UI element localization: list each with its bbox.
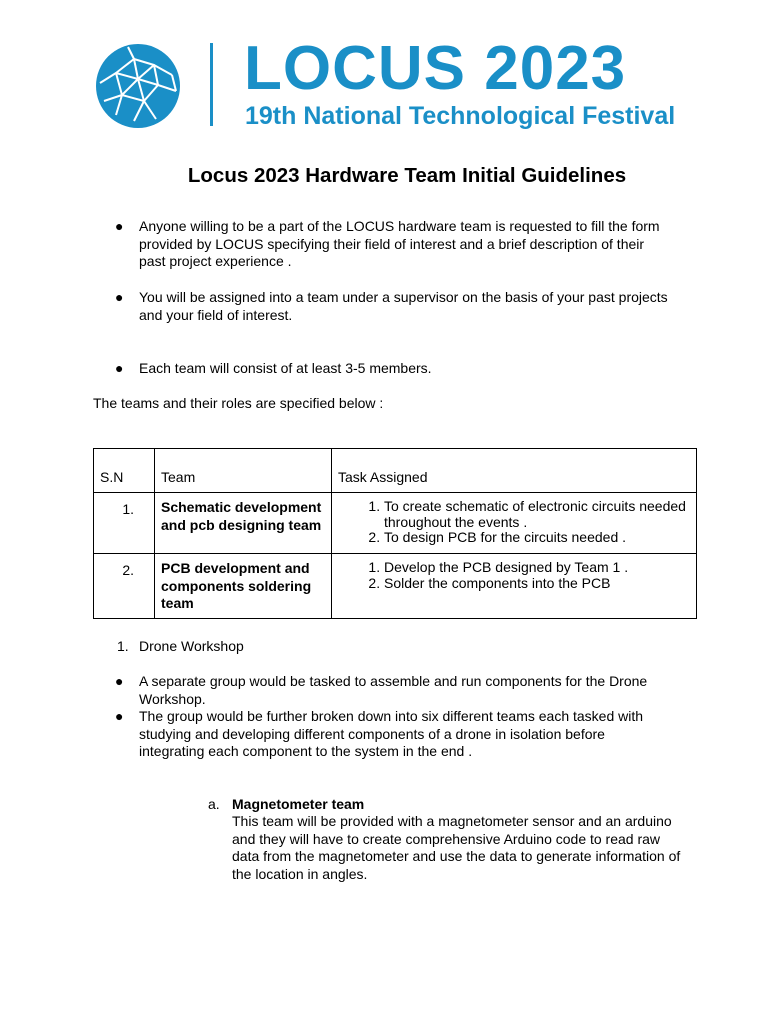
table-cell-sn: 2. [94, 554, 155, 619]
list-item: The group would be further broken down into six different teams each tasked with studying and developing different components of a drone in isolation before integrating each component to the system in the end . [139, 708, 644, 759]
table-header-cell: Team [155, 449, 332, 493]
document-title: Locus 2023 Hardware Team Initial Guidelines [187, 164, 627, 187]
section-title: Drone Workshop [139, 638, 244, 654]
bullet-dot-icon: ● [115, 708, 124, 724]
table-header-cell: Task Assigned [332, 449, 697, 493]
list-item: You will be assigned into a team under a supervisor on the basis of your past projects and your field of interest. [139, 289, 668, 323]
subteam-description: This team will be provided with a magnetometer sensor and an arduino and they will have to create comprehensive Arduino code to read raw data from the magnetometer and use the data to generate information of the location in angles. [232, 813, 681, 882]
logo-subtitle: 19th National Technological Festival [245, 102, 676, 130]
subteam-title: Magnetometer team [232, 796, 365, 812]
bullet-dot-icon: ● [115, 289, 124, 305]
table-cell-sn: 1. [94, 493, 155, 554]
bullet-dot-icon: ● [115, 360, 124, 376]
table-row [94, 554, 697, 619]
task-item: 1. Develop the PCB designed by Team 1 . [384, 560, 696, 576]
list-item: Each team will consist of at least 3-5 members. [139, 360, 432, 376]
table-header-cell: S.N [94, 449, 155, 493]
subteam-letter: a. [208, 796, 220, 812]
task-item: 2. Solder the components into the PCB [384, 576, 696, 592]
task-item: 1. To create schematic of electronic circuits needed throughout the events . [384, 499, 696, 530]
table-cell-team: Schematic development and pcb designing team [155, 493, 332, 554]
table-row [94, 493, 697, 554]
section-number: 1. [117, 638, 129, 654]
teams-table [93, 448, 697, 619]
table-header-row [94, 449, 697, 493]
list-item: Anyone willing to be a part of the LOCUS hardware team is requested to fill the form provided by LOCUS specifying their field of interest and a brief description of their past project experience . [139, 218, 660, 269]
table-cell-tasks [332, 493, 697, 554]
task-item: 2. To design PCB for the circuits needed . [384, 530, 696, 546]
teams-intro: The teams and their roles are specified below : [93, 395, 384, 411]
list-item: A separate group would be tasked to assemble and run components for the Drone Workshop. [139, 673, 648, 707]
geodesic-sphere-icon [94, 43, 182, 129]
bullet-dot-icon: ● [115, 673, 124, 689]
logo-title: LOCUS 2023 [244, 34, 627, 103]
table-cell-tasks [332, 554, 697, 619]
table-cell-team: PCB development and components soldering team [155, 554, 332, 619]
bullet-dot-icon: ● [115, 218, 124, 234]
logo-divider [210, 43, 213, 126]
